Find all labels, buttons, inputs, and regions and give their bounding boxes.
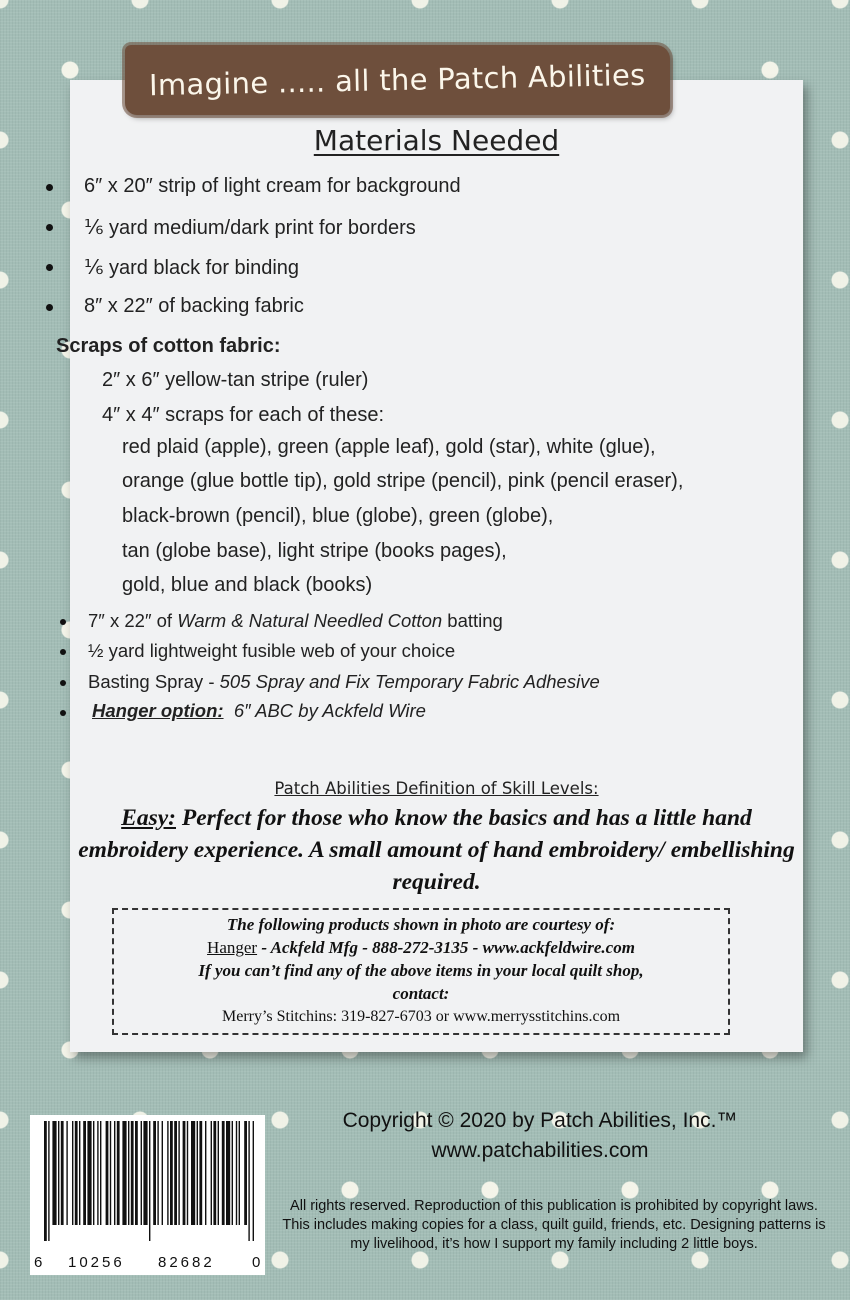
materials-card bbox=[56, 80, 803, 1052]
barcode-bar bbox=[167, 1121, 168, 1225]
barcode-digit: 6 bbox=[34, 1254, 43, 1271]
barcode-bar bbox=[187, 1121, 188, 1225]
scrap-line: red plaid (apple), green (apple leaf), gold (star), white (glue), bbox=[122, 436, 656, 458]
barcode-bar bbox=[93, 1121, 94, 1225]
barcode-bar bbox=[114, 1121, 115, 1225]
barcode-bar bbox=[157, 1121, 158, 1225]
copyright-block bbox=[295, 1106, 785, 1166]
barcode-bar bbox=[66, 1121, 67, 1225]
barcode-digit: 0 bbox=[252, 1254, 261, 1271]
batting-item: 7″ x 22″ of Warm & Natural Needled Cotton batting bbox=[88, 610, 503, 631]
credits-hanger: Hanger - Ackfeld Mfg - 888-272-3135 - www.ackfeldwire.com bbox=[207, 938, 635, 957]
barcode-bar bbox=[72, 1121, 73, 1225]
bullet-icon bbox=[60, 649, 66, 655]
barcode-bars bbox=[44, 1121, 254, 1241]
barcode-bar bbox=[128, 1121, 129, 1225]
barcode-bar bbox=[61, 1121, 64, 1225]
barcode-bar bbox=[87, 1121, 91, 1225]
material-item: ⅙ yard black for binding bbox=[84, 257, 300, 279]
barcode-bar bbox=[248, 1121, 249, 1241]
bullet-icon bbox=[46, 184, 53, 191]
material-item: ⅙ yard medium/dark print for borders bbox=[84, 217, 416, 239]
barcode bbox=[30, 1115, 265, 1275]
barcode-bar bbox=[178, 1121, 179, 1225]
barcode-bar bbox=[226, 1121, 230, 1225]
scrap-line: 2″ x 6″ yellow-tan stripe (ruler) bbox=[102, 369, 369, 391]
barcode-bar bbox=[197, 1121, 198, 1225]
basting-item: Basting Spray - 505 Spray and Fix Temporary Fabric Adhesive bbox=[88, 671, 600, 692]
scrap-line: gold, blue and black (books) bbox=[122, 574, 373, 596]
barcode-bar bbox=[141, 1121, 142, 1225]
barcode-bar bbox=[52, 1121, 56, 1225]
barcode-bar bbox=[153, 1121, 156, 1225]
barcode-bar bbox=[100, 1121, 101, 1225]
barcode-bar bbox=[174, 1121, 177, 1225]
scrap-line: 4″ x 4″ scraps for each of these: bbox=[102, 404, 385, 426]
barcode-bar bbox=[183, 1121, 186, 1225]
barcode-bar bbox=[218, 1121, 219, 1225]
barcode-bar bbox=[143, 1121, 147, 1225]
barcode-bar bbox=[244, 1121, 247, 1225]
bullet-icon bbox=[46, 224, 53, 231]
barcode-bar bbox=[236, 1121, 237, 1225]
materials-title: Materials Needed bbox=[313, 124, 560, 157]
website-link[interactable]: www.patchabilities.com bbox=[431, 1139, 649, 1162]
barcode-bar bbox=[191, 1121, 195, 1225]
barcode-bar bbox=[131, 1121, 134, 1225]
bullet-icon bbox=[46, 304, 53, 311]
barcode-bar bbox=[110, 1121, 111, 1225]
barcode-bar bbox=[162, 1121, 163, 1225]
bullet-icon bbox=[60, 680, 66, 686]
fusible-item: ½ yard lightweight fusible web of your choice bbox=[88, 640, 456, 661]
scraps-heading: Scraps of cotton fabric: bbox=[56, 335, 281, 357]
scrap-line: tan (globe base), light stripe (books pages), bbox=[122, 540, 507, 562]
barcode-bar bbox=[232, 1121, 233, 1225]
credits-merrys: Merry’s Stitchins: 319-827-6703 or www.merrysstitchins.com bbox=[221, 1008, 621, 1025]
barcode-bar bbox=[75, 1121, 78, 1225]
bullet-icon bbox=[60, 619, 66, 625]
barcode-bar bbox=[239, 1121, 240, 1225]
scrap-line: orange (glue bottle tip), gold stripe (pencil), pink (pencil eraser), bbox=[122, 470, 684, 492]
barcode-bar bbox=[213, 1121, 216, 1225]
material-item: 6″ x 20″ strip of light cream for background bbox=[84, 175, 461, 197]
bullet-icon bbox=[46, 264, 53, 271]
barcode-bar bbox=[58, 1121, 59, 1225]
barcode-bar bbox=[199, 1121, 202, 1225]
rights-notice: All rights reserved. Reproduction of this publication is prohibited by copyright laws. This includes making copies for a class, quilt guild, friends, etc. Designing patterns is my livelihood, it’s how I support my family including 2 little boys. bbox=[282, 1198, 826, 1252]
barcode-bar bbox=[135, 1121, 138, 1225]
skill-description: Easy: Perfect for those who know the basics and has a little hand embroidery experience. A small amount of hand embroidery/ embellishing required. bbox=[78, 805, 795, 895]
credits-contact: contact: bbox=[392, 984, 450, 1003]
credits-box bbox=[112, 908, 730, 1035]
banner-text: Imagine ..... all the Patch Abilities bbox=[148, 57, 647, 103]
skill-heading: Patch Abilities Definition of Skill Levels: bbox=[274, 779, 599, 798]
barcode-bar bbox=[222, 1121, 225, 1225]
credits-local-shop: If you can’t find any of the above items in your local quilt shop, bbox=[198, 961, 644, 980]
credits-intro: The following products shown in photo are courtesy of: bbox=[226, 915, 616, 934]
barcode-bar bbox=[170, 1121, 173, 1225]
hanger-item: Hanger option: 6″ ABC by Ackfeld Wire bbox=[92, 700, 426, 721]
copyright-line: Copyright © 2020 by Patch Abilities, Inc.™ bbox=[342, 1109, 738, 1132]
scrap-line: black-brown (pencil), blue (globe), green (globe), bbox=[122, 505, 554, 527]
bullet-icon bbox=[60, 710, 66, 716]
barcode-bar bbox=[83, 1121, 86, 1225]
barcode-bar bbox=[253, 1121, 254, 1241]
title-banner bbox=[125, 45, 670, 115]
barcode-bar bbox=[117, 1121, 120, 1225]
barcode-bar bbox=[97, 1121, 98, 1225]
barcode-bar bbox=[44, 1121, 47, 1241]
barcode-bar bbox=[122, 1121, 126, 1225]
barcode-digit: 82682 bbox=[158, 1254, 215, 1271]
barcode-digit: 10256 bbox=[68, 1254, 125, 1271]
barcode-bar bbox=[149, 1121, 150, 1241]
barcode-bar bbox=[211, 1121, 212, 1225]
barcode-bar bbox=[48, 1121, 49, 1241]
material-item: 8″ x 22″ of backing fabric bbox=[84, 295, 304, 317]
barcode-bar bbox=[79, 1121, 80, 1225]
barcode-bar bbox=[205, 1121, 206, 1225]
barcode-bar bbox=[106, 1121, 109, 1225]
